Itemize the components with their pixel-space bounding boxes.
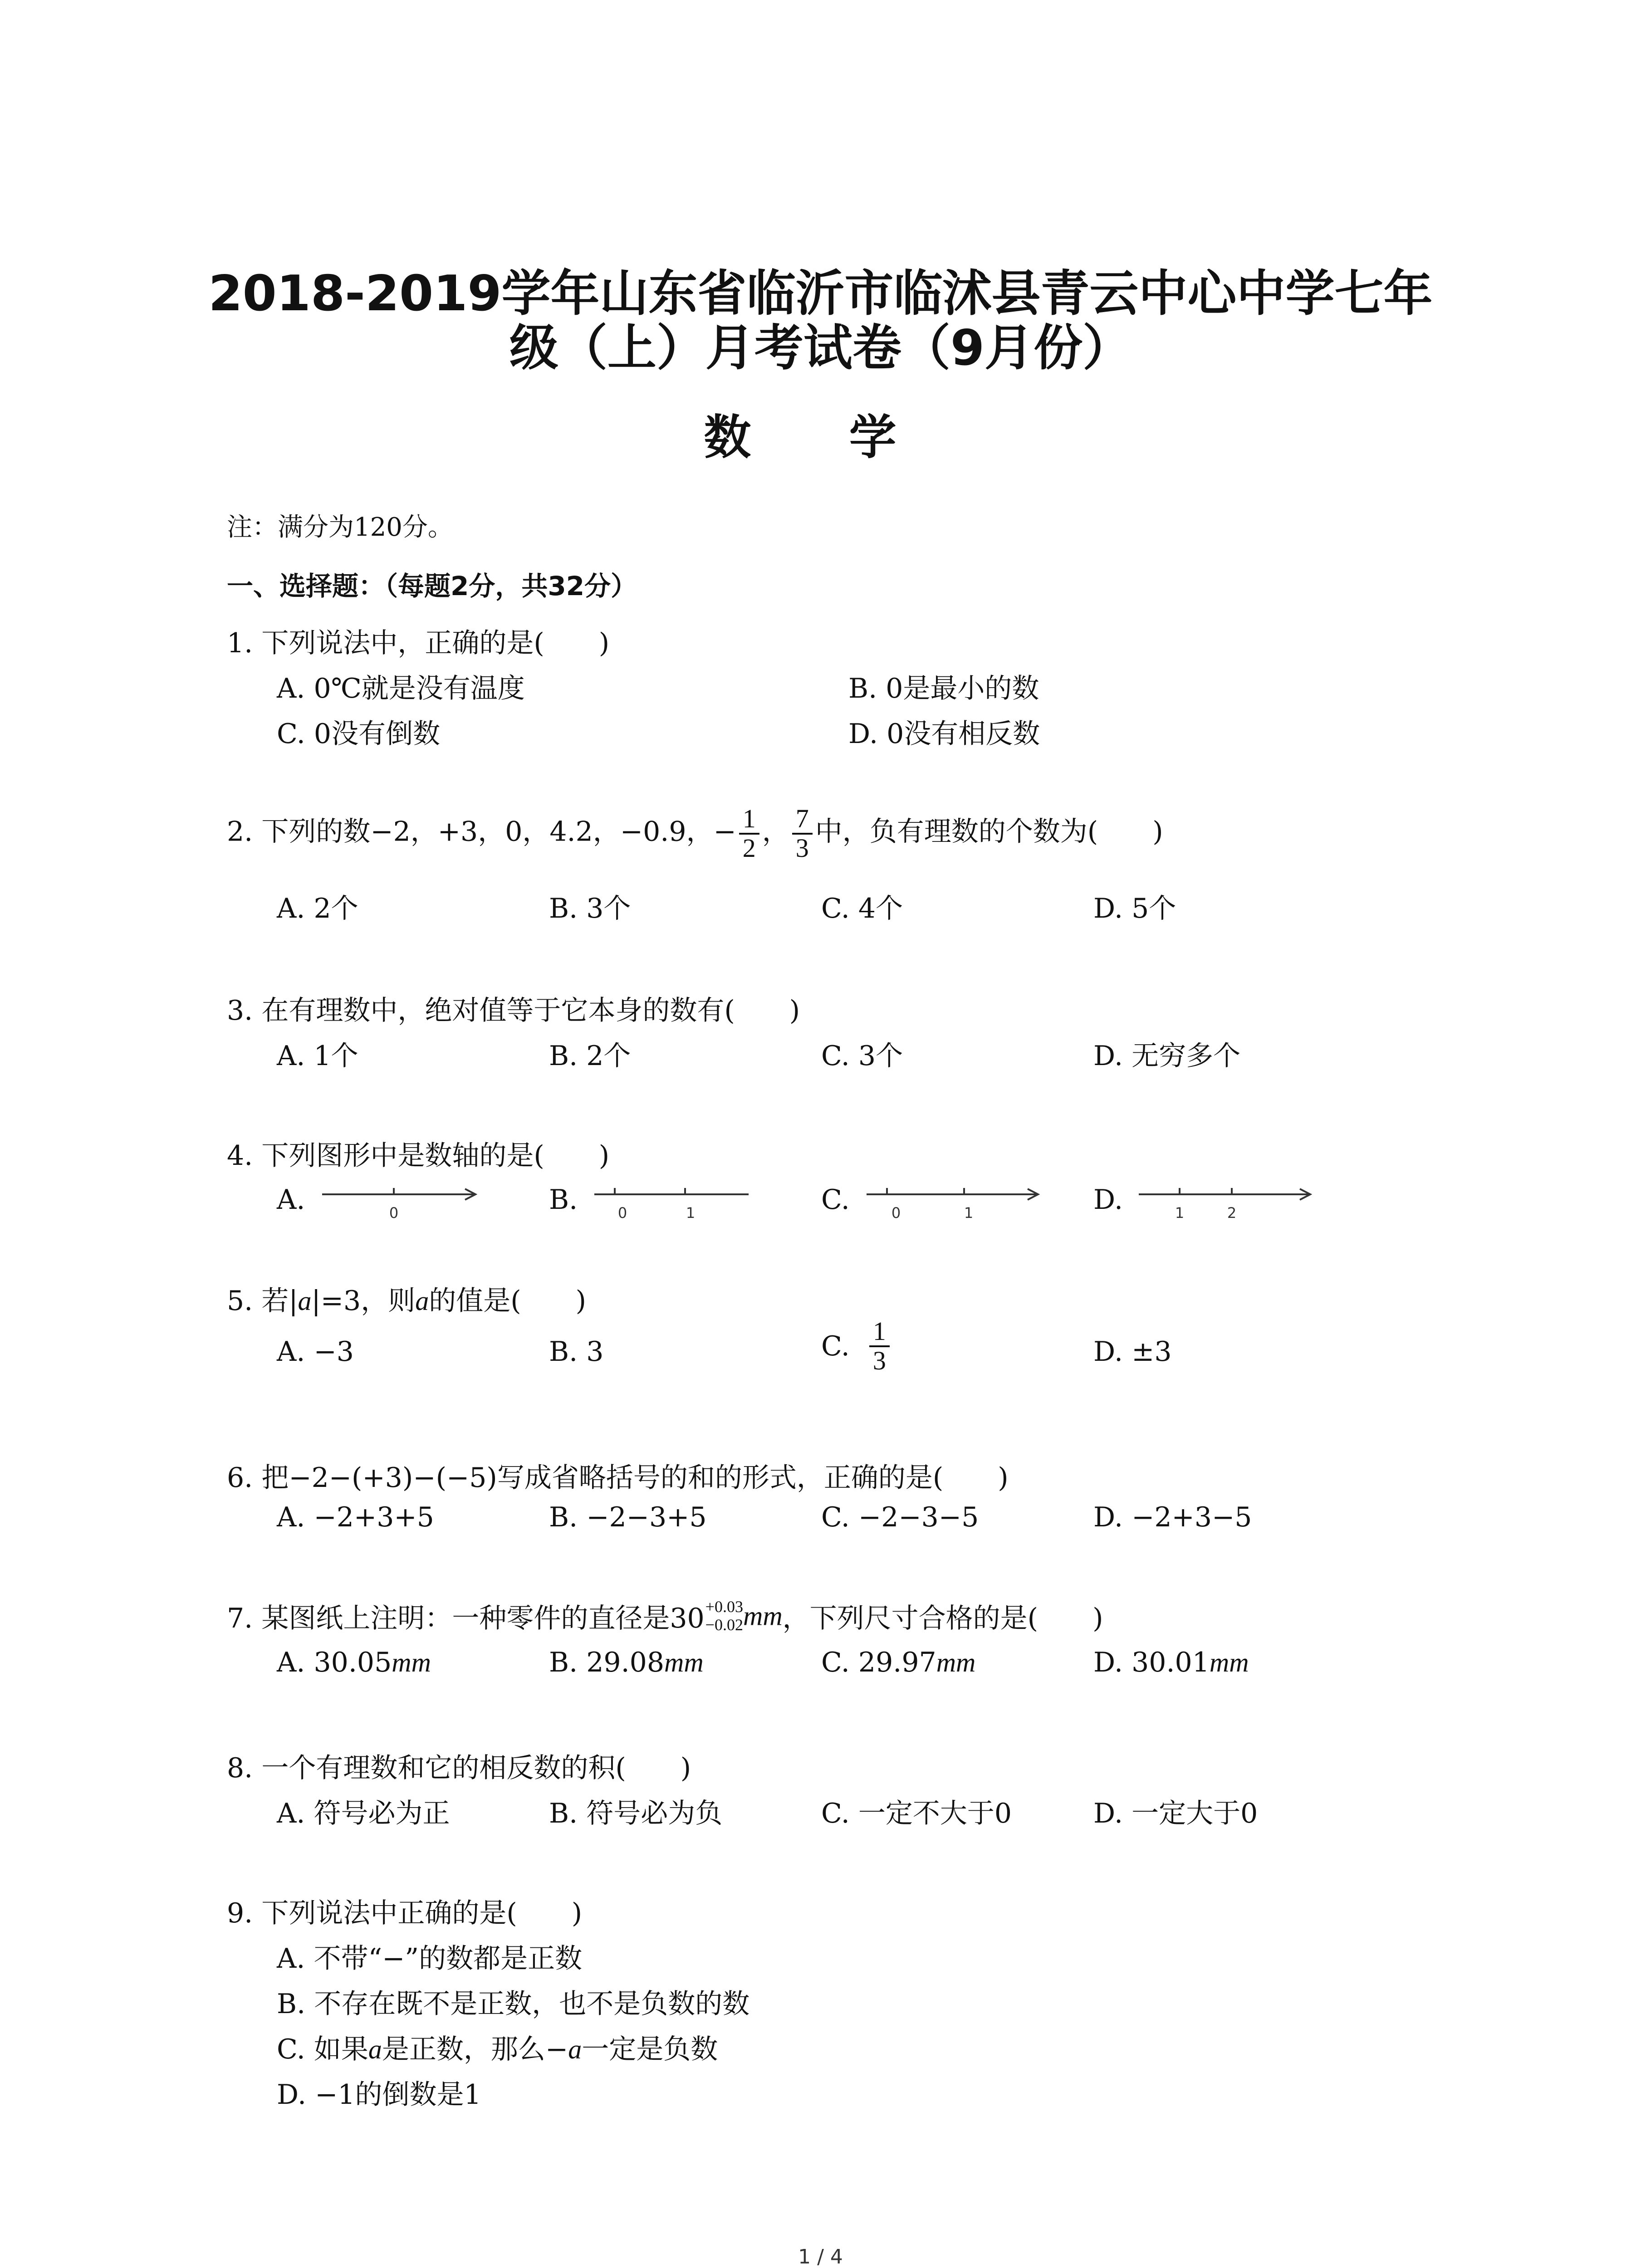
svg-text:0: 0 — [389, 1204, 399, 1222]
q4-label-c: C. — [821, 1184, 850, 1216]
fraction-one-third: $\frac{1}{3}$ — [869, 1318, 890, 1375]
q5-option-c: C. $\frac{1}{3}$ — [821, 1318, 892, 1375]
question-5: 5. 若|a|=3，则a的值是( ) — [227, 1285, 587, 1317]
q8-option-c: C. 一定不大于0 — [821, 1798, 1012, 1829]
variable-a: a — [298, 1286, 312, 1316]
q4-label-b: B. — [549, 1184, 578, 1216]
q6-option-d: D. −2+3−5 — [1093, 1501, 1252, 1533]
fraction-neg-half: $\frac{1}{2}$ — [739, 805, 759, 862]
svg-text:2: 2 — [1227, 1204, 1237, 1222]
fraction-seven-thirds: $\frac{7}{3}$ — [792, 805, 813, 862]
question-9: 9. 下列说法中正确的是( ) — [227, 1897, 583, 1929]
q9-option-a: A. 不带“−”的数都是正数 — [277, 1943, 583, 1975]
q7-option-c: C. 29.97mm — [821, 1647, 976, 1678]
number-line-a-figure — [318, 1182, 481, 1222]
question-8: 8. 一个有理数和它的相反数的积( ) — [227, 1752, 691, 1784]
score-note: 注：满分为120分。 — [227, 513, 453, 542]
question-3: 3. 在有理数中，绝对值等于它本身的数有( ) — [227, 995, 800, 1026]
q3-option-d: D. 无穷多个 — [1093, 1040, 1241, 1072]
q2-option-c: C. 4个 — [821, 893, 903, 924]
subject-heading: 数 学 — [704, 410, 937, 465]
q2-option-b: B. 3个 — [549, 893, 631, 924]
number-line-d-figure — [1134, 1182, 1316, 1222]
q2-stem-pre: 2. 下列的数−2，+3，0，4.2，−0.9，− — [227, 816, 736, 848]
q6-option-a: A. −2+3+5 — [277, 1501, 434, 1533]
q6-option-c: C. −2−3−5 — [821, 1501, 979, 1533]
q2-option-a: A. 2个 — [277, 893, 358, 924]
q5-option-b: B. 3 — [549, 1336, 604, 1368]
question-1: 1. 下列说法中，正确的是( ) — [227, 627, 610, 659]
q5-option-a: A. −3 — [277, 1336, 354, 1368]
q7-option-d: D. 30.01mm — [1093, 1647, 1249, 1678]
question-4: 4. 下列图形中是数轴的是( ) — [227, 1140, 610, 1172]
q5-option-d: D. ±3 — [1093, 1336, 1172, 1368]
q8-option-d: D. 一定大于0 — [1093, 1798, 1258, 1829]
q1-option-b: B. 0是最小的数 — [848, 673, 1039, 704]
section-heading: 一、选择题：（每题2分，共32分） — [227, 571, 637, 601]
svg-text:0: 0 — [891, 1204, 901, 1222]
q7-option-b: B. 29.08mm — [549, 1647, 704, 1678]
number-line-b-figure — [590, 1182, 753, 1222]
svg-text:1: 1 — [686, 1204, 696, 1222]
q2-stem-post: 中，负有理数的个数为( ) — [815, 816, 1163, 848]
question-6: 6. 把−2−(+3)−(−5)写成省略括号的和的形式，正确的是( ) — [227, 1462, 1009, 1494]
question-7: 7. 某图纸上注明：一种零件的直径是30 +0.03 −0.02 mm，下列尺寸合格的是( ) — [227, 1598, 1103, 1634]
q4-label-a: A. — [277, 1184, 305, 1216]
q1-option-d: D. 0没有相反数 — [848, 718, 1040, 750]
q6-option-b: B. −2−3+5 — [549, 1501, 707, 1533]
number-line-c-figure — [862, 1182, 1043, 1222]
exam-title-line2: 级（上）月考试卷（9月份） — [509, 320, 1132, 376]
q9-option-c: C. 如果a是正数，那么−a一定是负数 — [277, 2033, 718, 2065]
page-number: 1 / 4 — [798, 2245, 843, 2268]
q8-option-b: B. 符号必为负 — [549, 1798, 723, 1829]
q3-option-b: B. 2个 — [549, 1040, 631, 1072]
exam-title-line1: 2018-2019学年山东省临沂市临沭县青云中心中学七年 — [208, 265, 1433, 322]
variable-a: a — [415, 1286, 429, 1316]
q3-option-c: C. 3个 — [821, 1040, 903, 1072]
q9-option-d: D. −1的倒数是1 — [277, 2079, 481, 2111]
q3-option-a: A. 1个 — [277, 1040, 358, 1072]
q9-option-b: B. 不存在既不是正数，也不是负数的数 — [277, 1988, 750, 2020]
svg-text:1: 1 — [1175, 1204, 1185, 1222]
q8-option-a: A. 符号必为正 — [277, 1798, 450, 1829]
q1-option-c: C. 0没有倒数 — [277, 718, 441, 750]
q7-option-a: A. 30.05mm — [277, 1647, 431, 1678]
q4-label-d: D. — [1093, 1184, 1123, 1216]
q2-option-d: D. 5个 — [1093, 893, 1176, 924]
svg-text:0: 0 — [617, 1204, 627, 1222]
svg-text:1: 1 — [964, 1204, 974, 1222]
question-2: 2. 下列的数−2，+3，0，4.2，−0.9，− $\frac{1}{2}$ ， $\frac{7}{3}$ 中，负有理数的个数为( ) — [227, 804, 1163, 863]
tolerance: +0.03 −0.02 — [705, 1598, 743, 1634]
q1-option-a: A. 0℃就是没有温度 — [277, 673, 525, 704]
